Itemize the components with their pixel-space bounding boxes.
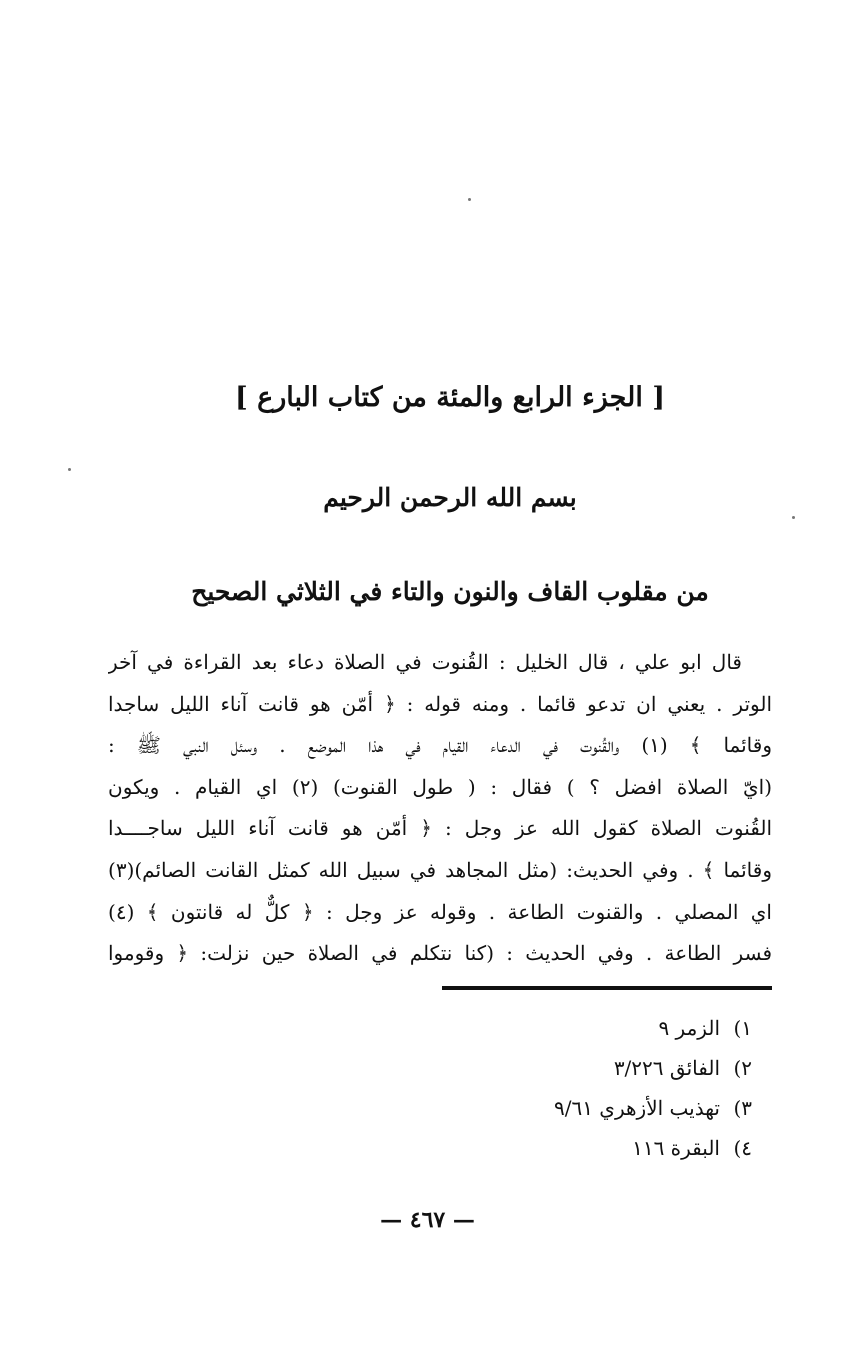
body-line: اي المصلي . والقنوت الطاعة . وقوله عز وجل : ﴿ كلٌّ له قانتون ﴾ (٤) (108, 899, 772, 924)
footnote-text: تهذيب الأزهري ٩/٦١ (553, 1096, 720, 1120)
body-line: وقائما ﴾ (١) والقُنوت في الدعاء القيام في هذا الموضع . وسئل النبي ﷺ : (108, 733, 772, 758)
footnote-number: ٤) (733, 1136, 752, 1160)
footnote-item (480, 1048, 752, 1088)
scan-speck (468, 198, 471, 201)
footnote-divider (442, 986, 772, 990)
footnote-number: ٣) (733, 1096, 752, 1120)
scan-speck (68, 468, 71, 471)
footnote-text: الفائق ٣/٢٢٦ (613, 1056, 720, 1080)
chapter-title: من مقلوب القاف والنون والتاء في الثلاثي الصحيح (191, 577, 709, 606)
body-line: فسر الطاعة . وفي الحديث : (كنا نتكلم في الصلاة حين نزلت: ﴿ وقوموا (108, 941, 772, 966)
body-line: قال ابو علي ، قال الخليل : القُنوت في الصلاة دعاء بعد القراءة في آخر (108, 650, 742, 674)
body-line: القُنوت الصلاة كقول الله عز وجل : ﴿ أمّن هو قانت آناء الليل ساجــــدا (108, 816, 772, 841)
body-line: (ايّ الصلاة افضل ؟ ) فقال : ( طول القنوت) (٢) اي القيام . ويكون (108, 774, 772, 799)
footnote-text: البقرة ١١٦ (632, 1136, 720, 1160)
footnote-item (480, 1008, 752, 1048)
footnote-text: الزمر ٩ (658, 1016, 720, 1040)
body-line: وقائما ﴾ . وفي الحديث: (مثل المجاهد في سبيل الله كمثل القانت الصائم)(٣) (108, 857, 772, 882)
page-number: — ٤٦٧ — (380, 1207, 475, 1233)
footnotes-list (480, 1008, 752, 1168)
footnote-item (480, 1128, 752, 1168)
footnote-number: ٢) (733, 1056, 752, 1080)
basmala: بسم الله الرحمن الرحيم (323, 483, 577, 512)
body-line: الوتر . يعني ان تدعو قائما . ومنه قوله : ﴿ أمّن هو قانت آناء الليل ساجدا (108, 691, 772, 716)
part-header: [ الجزء الرابع والمئة من كتاب البارع ] (234, 382, 666, 413)
body-paragraph (108, 642, 772, 975)
footnote-number: ١) (733, 1016, 752, 1040)
footnote-item (480, 1088, 752, 1128)
scan-speck (792, 516, 795, 519)
